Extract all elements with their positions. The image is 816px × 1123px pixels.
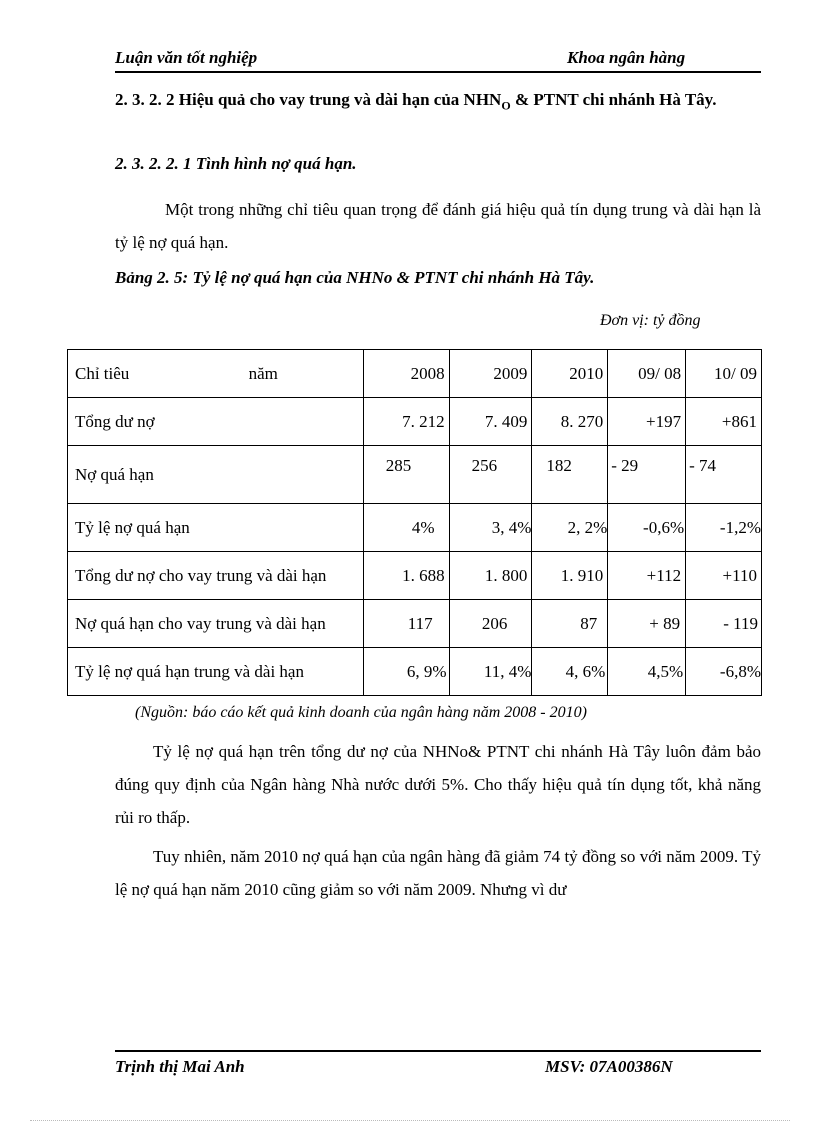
table-row [68, 446, 762, 504]
table-cell: 7. 409 [449, 398, 532, 446]
section-heading-pre: 2. 3. 2. 2 Hiệu quả cho vay trung và dài hạn của NHN [115, 90, 502, 109]
table-cell: - 119 [686, 600, 762, 648]
table-cell: +197 [608, 398, 686, 446]
table-cell: 2, 2% [532, 504, 608, 552]
header-left-text: Luận văn tốt nghiệp [115, 48, 258, 67]
header-cell-09-08: 09/ 08 [608, 350, 686, 398]
table-row [68, 552, 762, 600]
table-cell: 182 [532, 446, 608, 504]
table-cell: - 74 [686, 446, 762, 504]
subsection-heading: 2. 3. 2. 2. 1 Tình hình nợ quá hạn. [115, 154, 357, 173]
table-cell: -1,2% [686, 504, 762, 552]
table-source-note: (Nguồn: báo cáo kết quả kinh doanh của ngân hàng năm 2008 - 2010) [135, 704, 587, 721]
row-label: Tổng dư nợ [68, 398, 364, 446]
table-cell: 87 [532, 600, 608, 648]
table-cell: -0,6% [608, 504, 686, 552]
table-cell: 6, 9% [363, 648, 449, 696]
row-label: Nợ quá hạn [68, 446, 364, 504]
row-label: Tổng dư nợ cho vay trung và dài hạn [68, 552, 364, 600]
section-heading [115, 83, 761, 122]
row-label: Tỷ lệ nợ quá hạn trung và dài hạn [68, 648, 364, 696]
table-cell: 8. 270 [532, 398, 608, 446]
header-year-label: năm [248, 363, 278, 383]
header-cell-2009: 2009 [449, 350, 532, 398]
table-unit: Đơn vị: tỷ đồng [600, 312, 701, 329]
table-cell: -6,8% [686, 648, 762, 696]
table-cell: 1. 910 [532, 552, 608, 600]
row-label: Nợ quá hạn cho vay trung và dài hạn [68, 600, 364, 648]
table-cell: + 89 [608, 600, 686, 648]
footer-student-id: MSV: 07A00386N [545, 1057, 673, 1076]
table-cell: - 29 [608, 446, 686, 504]
table-cell: 1. 800 [449, 552, 532, 600]
body-paragraph: Tỷ lệ nợ quá hạn trên tổng dư nợ của NHNo& PTNT chi nhánh Hà Tây luôn đảm bảo đúng quy định của Ngân hàng Nhà nước dưới 5%. Cho thấy hiệu quả tín dụng tốt, khả năng rủi ro thấp. [115, 742, 761, 827]
table-cell: 117 [363, 600, 449, 648]
table-cell: 256 [449, 446, 532, 504]
intro-paragraph: Một trong những chỉ tiêu quan trọng để đánh giá hiệu quả tín dụng trung và dài hạn là tỷ lệ nợ quá hạn. [115, 200, 761, 252]
data-table [67, 349, 762, 696]
table-row [68, 504, 762, 552]
table-cell: 1. 688 [363, 552, 449, 600]
table-cell: +112 [608, 552, 686, 600]
table-row [68, 398, 762, 446]
table-cell: 4% [363, 504, 449, 552]
table-cell: 4, 6% [532, 648, 608, 696]
header-right-text: Khoa ngân hàng [567, 48, 686, 67]
header-label-text: Chỉ tiêu [75, 363, 130, 383]
footer-rule [115, 1050, 761, 1052]
section-heading-post: & PTNT chi nhánh Hà Tây. [510, 90, 717, 109]
header-cell-2010: 2010 [532, 350, 608, 398]
table-row [68, 648, 762, 696]
row-label: Tỷ lệ nợ quá hạn [68, 504, 364, 552]
header-cell-10-09: 10/ 09 [686, 350, 762, 398]
table-caption: Bảng 2. 5: Tỷ lệ nợ quá hạn của NHNo & PTNT chi nhánh Hà Tây. [115, 268, 595, 287]
footer-author: Trịnh thị Mai Anh [115, 1057, 245, 1076]
page-bottom-edge [30, 1120, 790, 1121]
table-cell: 4,5% [608, 648, 686, 696]
table-cell: +861 [686, 398, 762, 446]
body-paragraph: Tuy nhiên, năm 2010 nợ quá hạn của ngân hàng đã giảm 74 tỷ đồng so với năm 2009. Tỷ lệ nợ quá hạn năm 2010 cũng giảm so với năm 2009. Nhưng vì dư [115, 847, 761, 899]
header-cell-2008: 2008 [363, 350, 449, 398]
section-heading-sub: O [501, 98, 511, 113]
table-row [68, 600, 762, 648]
table-cell: 3, 4% [449, 504, 532, 552]
header-rule [115, 71, 761, 73]
table-cell: 7. 212 [363, 398, 449, 446]
table-header-row [68, 350, 762, 398]
table-cell: 11, 4% [449, 648, 532, 696]
table-cell: +110 [686, 552, 762, 600]
table-cell: 206 [449, 600, 532, 648]
table-cell: 285 [363, 446, 449, 504]
header-cell-label [68, 350, 364, 398]
